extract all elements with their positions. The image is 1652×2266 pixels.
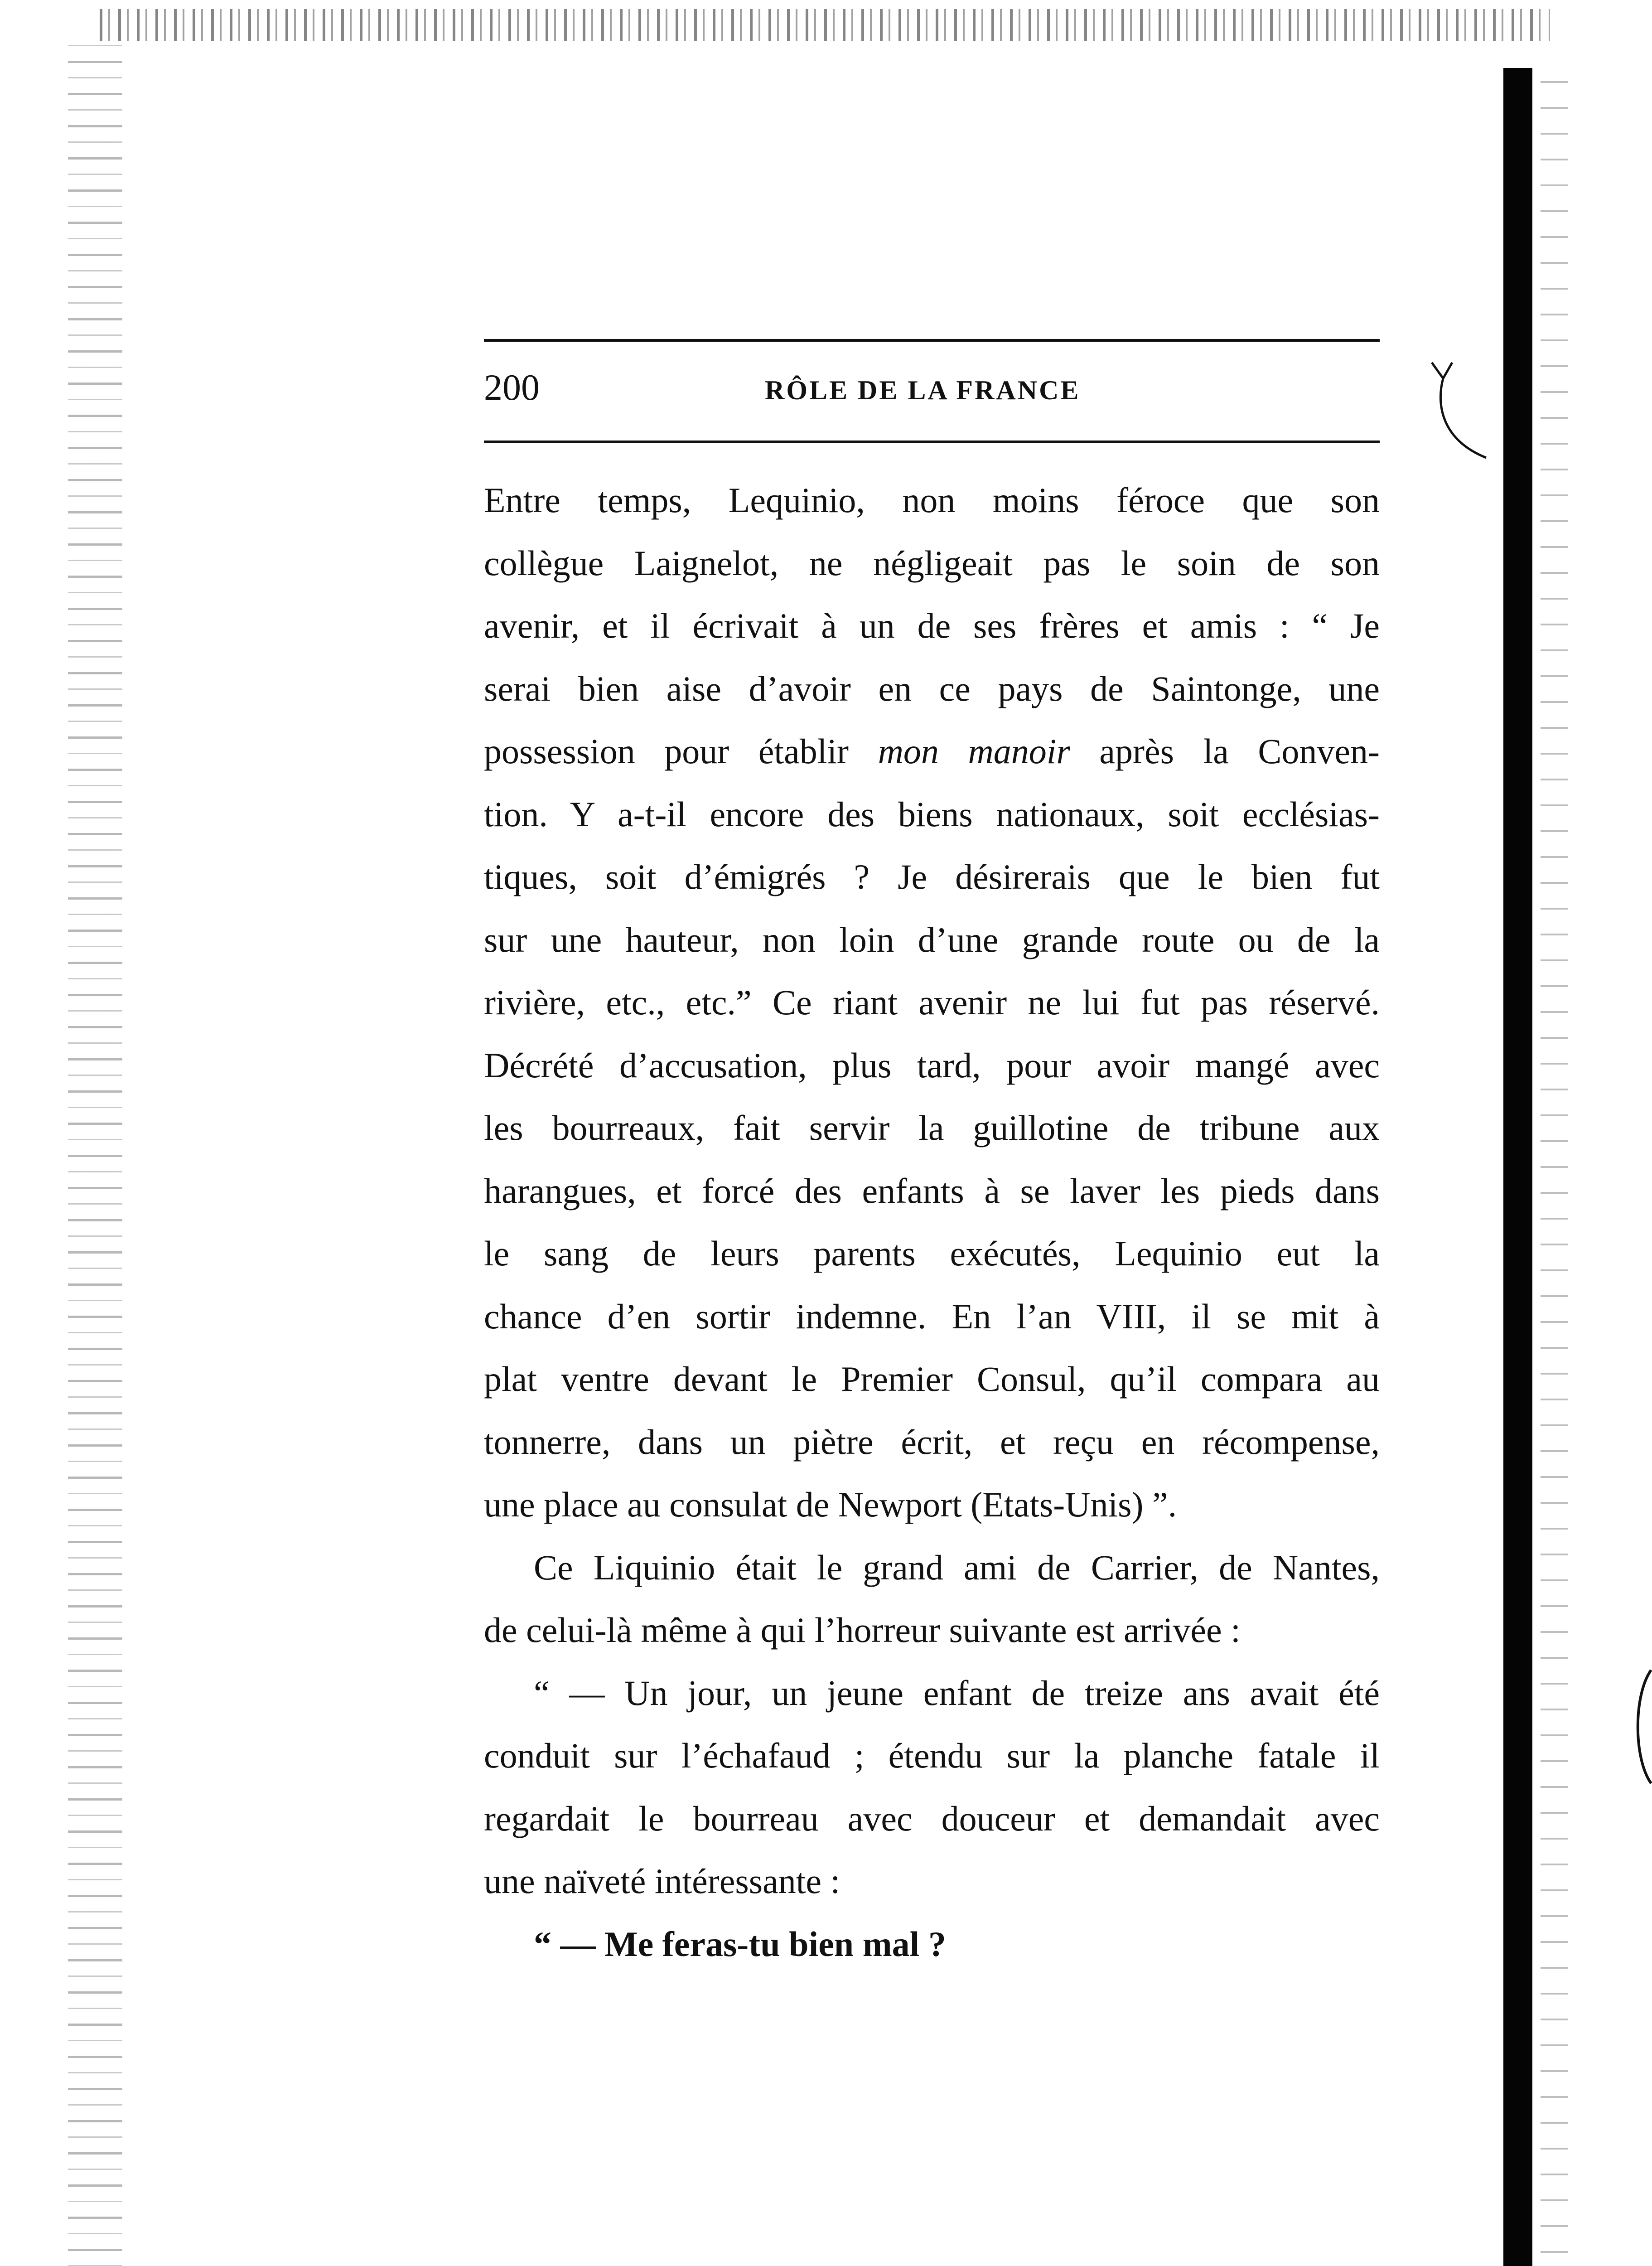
text-line: une place au consulat de Newport (Etats-Unis) ”.	[484, 1485, 1177, 1524]
text-line: chance d’en sortir indemne. En l’an VIII, il se mit à	[484, 1296, 1380, 1336]
text-line: le sang de leurs parents exécutés, Lequinio eut la	[484, 1234, 1380, 1273]
page-body	[484, 469, 1380, 1975]
italic-phrase: mon manoir	[878, 731, 1070, 771]
text-line: harangues, et forcé des enfants à se laver les pieds dans	[484, 1171, 1380, 1210]
text-line: serai bien aise d’avoir en ce pays de Saintonge, une	[484, 668, 1380, 708]
bracket-mark-icon	[1631, 1668, 1652, 1786]
text-line: Décrété d’accusation, plus tard, pour avoir mangé avec	[484, 1045, 1380, 1085]
text-line: tion. Y a-t-il encore des biens nationaux, soit ecclésias-	[484, 794, 1380, 834]
text-line: avenir, et il écrivait à un de ses frères et amis : “ Je	[484, 606, 1380, 645]
text-line: de celui-là même à qui l’horreur suivante est arrivée :	[484, 1610, 1241, 1650]
text-line: une naïveté intéressante :	[484, 1861, 840, 1901]
scan-edge-left	[68, 36, 122, 2266]
text-line-with-italic: possession pour établir mon manoir après la Conven-	[484, 731, 1380, 771]
text-line: Entre temps, Lequinio, non moins féroce que son	[484, 480, 1380, 520]
header-rule-bottom	[484, 441, 1380, 443]
text-line: tonnerre, dans un piètre écrit, et reçu en récompense,	[484, 1422, 1380, 1462]
text-line: conduit sur l’échafaud ; étendu sur la planche fatale il	[484, 1736, 1380, 1775]
scan-edge-right	[1541, 68, 1568, 2266]
page-number: 200	[484, 367, 540, 408]
text-line: collègue Laignelot, ne négligeait pas le soin de son	[484, 543, 1380, 583]
text-line: “ — Me feras-tu bien mal ?	[534, 1924, 946, 1964]
pen-mark-icon	[1427, 353, 1491, 471]
scan-edge-top	[100, 9, 1550, 41]
text-line: “ — Un jour, un jeune enfant de treize ans avait été	[534, 1673, 1380, 1713]
running-title: RÔLE DE LA FRANCE	[765, 375, 1081, 405]
text-line: plat ventre devant le Premier Consul, qu’il compara au	[484, 1359, 1380, 1399]
text-line: les bourreaux, fait servir la guillotine de tribune aux	[484, 1108, 1380, 1148]
text-line: tiques, soit d’émigrés ? Je désirerais que le bien fut	[484, 857, 1380, 896]
header-rule-top	[484, 339, 1380, 342]
running-head	[484, 363, 1380, 412]
text-line: Ce Liquinio était le grand ami de Carrier, de Nantes,	[534, 1547, 1380, 1587]
text-line: regardait le bourreau avec douceur et demandait avec	[484, 1798, 1380, 1838]
binding-shadow-strip	[1503, 68, 1532, 2266]
text-line: rivière, etc., etc.” Ce riant avenir ne lui fut pas réservé.	[484, 983, 1380, 1022]
text-line: sur une hauteur, non loin d’une grande route ou de la	[484, 920, 1380, 959]
